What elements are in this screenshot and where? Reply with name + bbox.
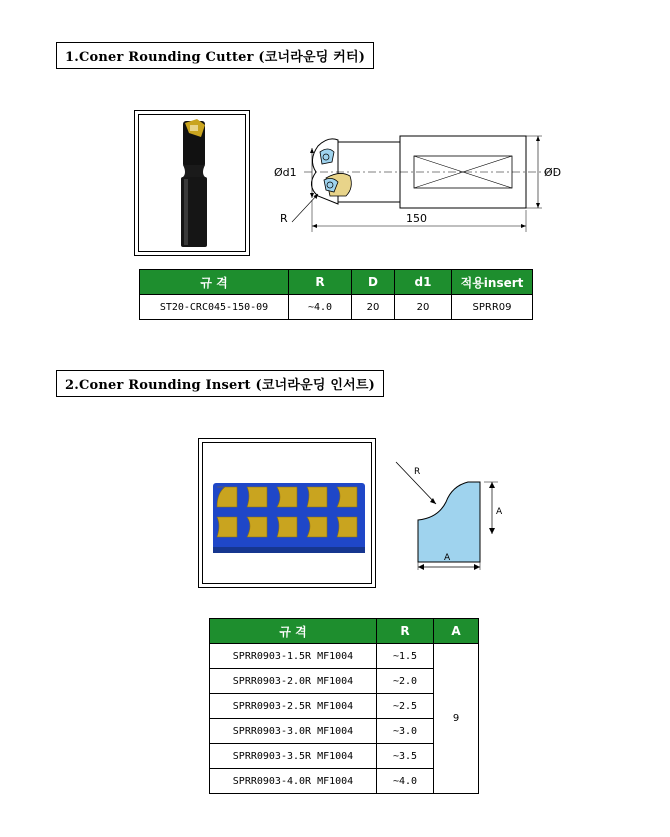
section1-title: 1.Coner Rounding Cutter (코너라운딩 커터) [56,42,374,69]
cell-insert: SPRR09 [452,295,533,320]
cutter-spec-table [139,269,533,320]
section2-title: 2.Coner Rounding Insert (코너라운딩 인서트) [56,370,384,397]
cell-spec: SPRR0903-4.0R MF1004 [210,769,377,794]
header-A: A [434,619,479,644]
header-D: D [352,270,395,295]
cutter-photo [134,110,250,256]
cell-spec: SPRR0903-1.5R MF1004 [210,644,377,669]
insert-label-R: R [414,467,421,477]
cell-R: ~3.5 [377,744,434,769]
table-header-row [210,619,479,644]
cell-R: ~1.5 [377,644,434,669]
table-row [140,295,533,320]
header-R: R [289,270,352,295]
cutter-drawing [268,130,568,240]
cell-spec: SPRR0903-2.5R MF1004 [210,694,377,719]
cutter-image [139,115,245,251]
label-length: 150 [406,212,427,225]
insert-photo [198,438,376,588]
cell-R: ~2.0 [377,669,434,694]
header-R: R [377,619,434,644]
label-R: R [280,212,288,225]
cell-spec: ST20-CRC045-150-09 [140,295,289,320]
cell-R: ~4.0 [289,295,352,320]
header-insert: 적용insert [452,270,533,295]
cell-R: ~2.5 [377,694,434,719]
insert-box-image [203,443,371,583]
cell-spec: SPRR0903-3.0R MF1004 [210,719,377,744]
cell-R: ~4.0 [377,769,434,794]
insert-drawing [388,458,518,578]
insert-spec-table [209,618,479,794]
header-spec: 규 격 [140,270,289,295]
cell-d1: 20 [395,295,452,320]
insert-label-A-side: A [496,507,503,517]
header-spec: 규 격 [210,619,377,644]
cell-spec: SPRR0903-2.0R MF1004 [210,669,377,694]
table-row [210,644,479,669]
insert-label-A-bottom: A [444,553,451,563]
cell-D: 20 [352,295,395,320]
header-d1: d1 [395,270,452,295]
cell-R: ~3.0 [377,719,434,744]
cell-spec: SPRR0903-3.5R MF1004 [210,744,377,769]
label-D: ØD [544,166,562,179]
cell-A: 9 [434,644,479,794]
label-d1: Ød1 [274,166,297,179]
table-header-row [140,270,533,295]
